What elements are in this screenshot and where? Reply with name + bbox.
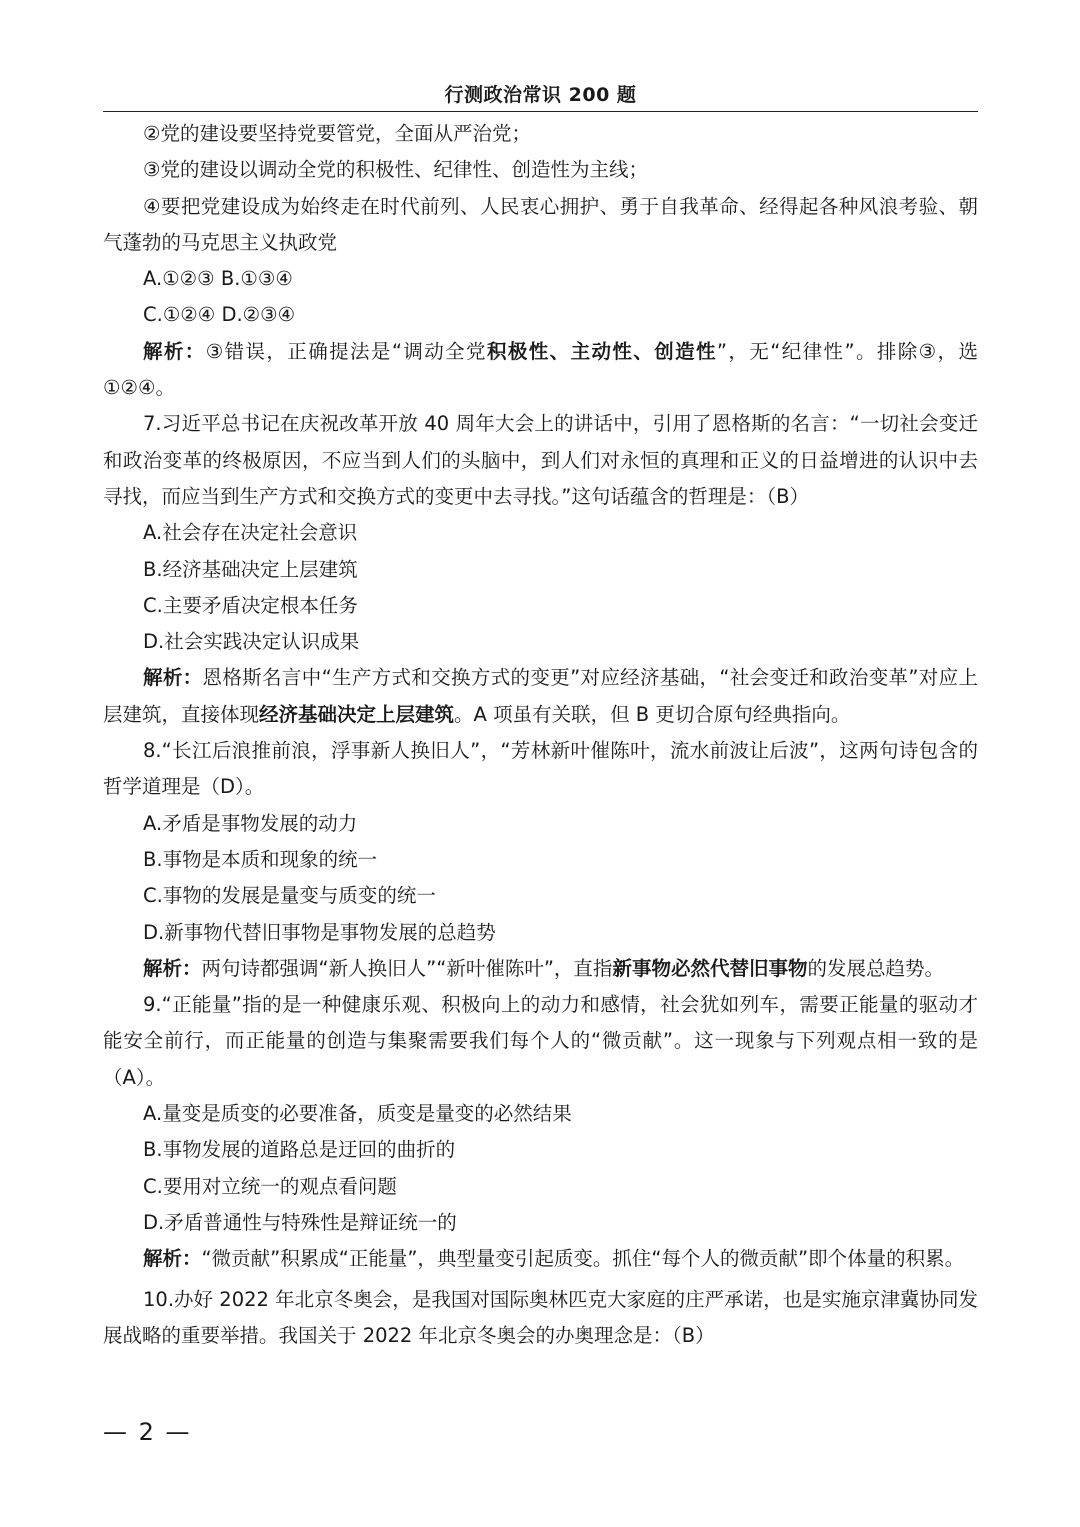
q6-analysis (103, 334, 978, 407)
q10-stem: 10.办好 2022 年北京冬奥会，是我国对国际奥林匹克大家庭的庄严承诺，也是实施京津冀协同发展战略的重要举措。我国关于 2022 年北京冬奥会的办奥理念是：（B） (103, 1287, 978, 1347)
q8-analysis-text-2: 的发展总趋势。 (807, 956, 944, 980)
q8-analysis-label: 解析： (143, 956, 202, 980)
q7-analysis (103, 660, 978, 733)
q9-analysis-label: 解析： (143, 1247, 202, 1271)
q8-stem: 8.“长江后浪推前浪，浮事新人换旧人”，“芳林新叶催陈叶，流水前波让后波”，这两句诗包含的哲学道理是（D）。 (103, 739, 978, 799)
q7-analysis-text-1: 恩格斯名言中“生产方式和交换方式的变更”对应经济基础，“社会变迁和政治变革”对应上层建筑，直接体现 (103, 666, 978, 726)
q7-option-b: B.经济基础决定上层建筑 (143, 557, 358, 581)
q8-analysis-bold: 新事物必然代替旧事物 (612, 956, 808, 980)
q6-item-4: ④要把党建设成为始终走在时代前列、人民衷心拥护、勇于自我革命、经得起各种风浪考验、朝气蓬勃的马克思主义执政党 (103, 194, 978, 254)
q6-options-ab: A.①②③ B.①③④ (143, 267, 293, 291)
page-number: — 2 — (103, 1418, 192, 1446)
q6-item-2: ②党的建设要坚持党要管党，全面从严治党； (143, 122, 531, 145)
q6-item-3: ③党的建设以调动全党的积极性、纪律性、创造性为主线； (143, 158, 648, 182)
q7-analysis-label: 解析： (143, 666, 203, 690)
header-rule (103, 111, 978, 112)
q8-analysis (103, 951, 978, 987)
q9-option-b: B.事物发展的道路总是迂回的曲折的 (143, 1138, 456, 1162)
q6-analysis-text-2: ”，无“纪律性”。排除③，选①②④。 (103, 339, 978, 400)
q9-analysis (103, 1241, 978, 1277)
q6-analysis-text-1: ③错误，正确提法是“调动全党 (205, 339, 487, 363)
page-header-title: 行测政治常识 200 题 (444, 84, 637, 106)
q7-analysis-bold: 经济基础决定上层建筑 (259, 702, 455, 726)
q9-analysis-text-1: “微贡献”积累成“正能量”，典型量变引起质变。抓住“每个人的微贡献”即个体量的积累。 (201, 1247, 965, 1271)
q6-options-cd: C.①②④ D.②③④ (143, 303, 296, 327)
q7-option-d: D.社会实践决定认识成果 (143, 630, 360, 654)
q7-stem: 7.习近平总书记在庆祝改革开放 40 周年大会上的讲话中，引用了恩格斯的名言：“一切社会变迁和政治变革的终极原因，不应当到人们的头脑中，到人们对永恒的真理和正义的日益增进的认识中去寻找，而应当到生产方式和交换方式的变更中去寻找。”这句话蕴含的哲理是：（B） (103, 412, 978, 508)
q7-option-c: C.主要矛盾决定根本任务 (143, 593, 358, 617)
q6-analysis-label: 解析： (143, 339, 206, 363)
q9-option-a: A.量变是质变的必要准备，质变是量变的必然结果 (143, 1102, 572, 1126)
q9-stem: 9.“正能量”指的是一种健康乐观、积极向上的动力和感情，社会犹如列车，需要正能量的驱动才能安全前行，而正能量的创造与集聚需要我们每个人的“微贡献”。这一现象与下列观点相一致的是（A）。 (103, 993, 978, 1089)
q8-option-c: C.事物的发展是量变与质变的统一 (143, 884, 436, 908)
q6-analysis-bold: 积极性、主动性、创造性 (486, 339, 717, 363)
q8-analysis-text-1: 两句诗都强调“新人换旧人”“新叶催陈叶”，直指 (201, 956, 613, 980)
q9-option-c: C.要用对立统一的观点看问题 (143, 1174, 397, 1198)
q7-analysis-text-2: 。A 项虽有关联，但 B 更切合原句经典指向。 (454, 702, 851, 726)
page-content (103, 116, 978, 1354)
q7-option-a: A.社会存在决定社会意识 (143, 521, 358, 545)
q8-option-d: D.新事物代替旧事物是事物发展的总趋势 (143, 920, 496, 944)
q8-option-b: B.事物是本质和现象的统一 (143, 847, 378, 871)
q9-option-d: D.矛盾普通性与特殊性是辩证统一的 (143, 1210, 457, 1234)
q8-option-a: A.矛盾是事物发展的动力 (143, 811, 358, 835)
